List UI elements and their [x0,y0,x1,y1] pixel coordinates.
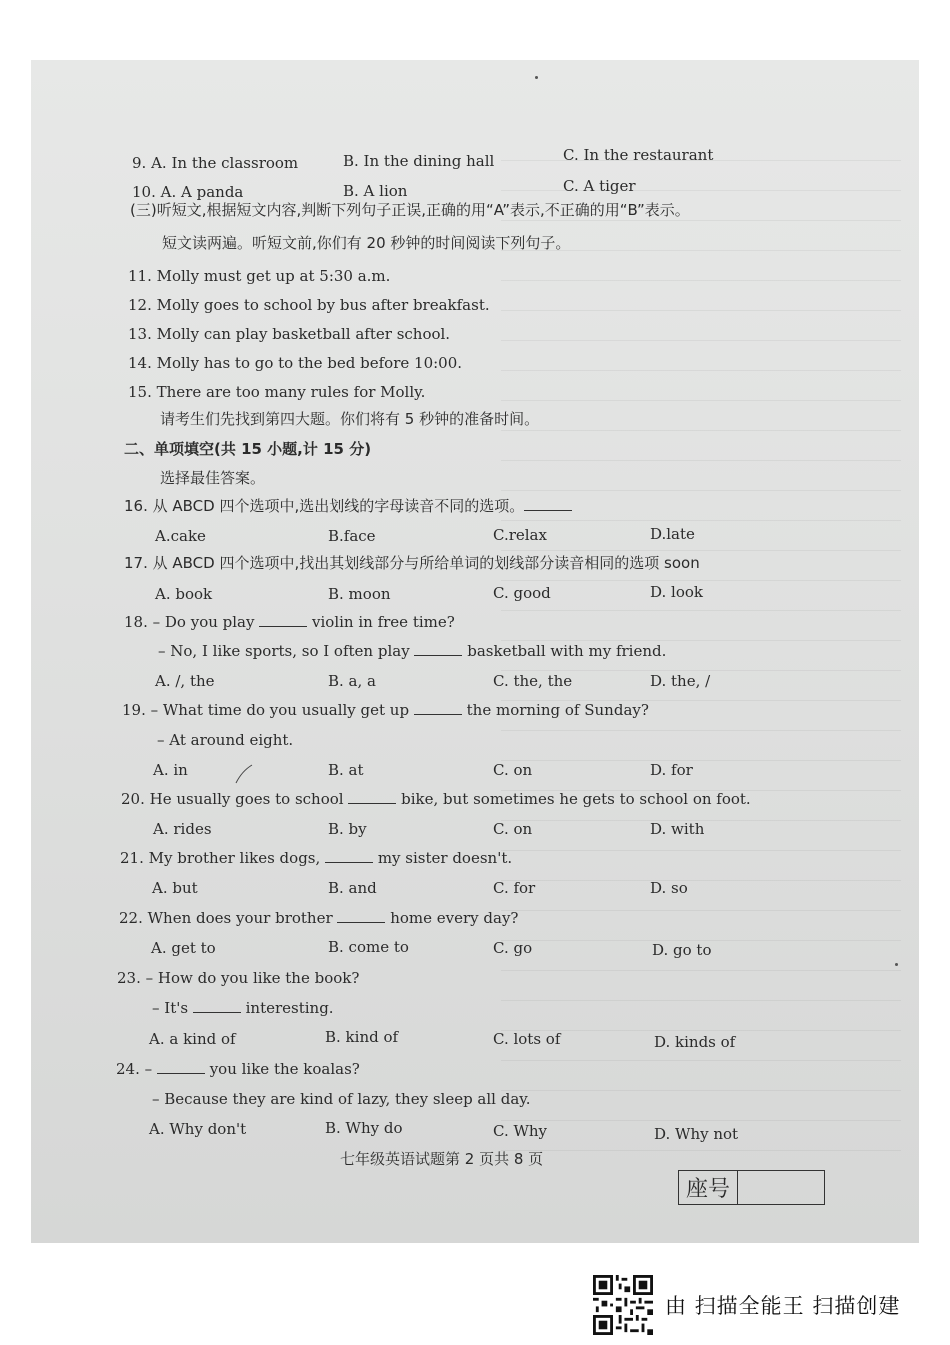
pencil-stroke [234,763,254,785]
q20-option-d: D. with [650,820,705,838]
q22-option-d: D. go to [652,941,712,959]
answer-blank [337,908,385,923]
answer-blank [414,700,462,715]
scanner-watermark [593,1275,900,1335]
question-24-reply: – Because they are kind of lazy, they sleep all day. [152,1090,531,1108]
question-21: 21. My brother likes dogs, my sister doesn't. [120,849,513,867]
q20-option-a: A. rides [153,820,212,838]
q21-option-d: D. so [650,879,688,897]
q16-option-b: B.face [328,527,376,545]
question-16: 16. 从 ABCD 四个选项中,选出划线的字母读音不同的选项。 [124,496,572,516]
question-17: 17. 从 ABCD 四个选项中,找出其划线部分与所给单词的划线部分读音相同的选项 soon [124,554,700,572]
answer-blank [524,496,572,511]
question-20: 20. He usually goes to school bike, but sometimes he gets to school on foot. [121,790,751,808]
question-19: 19. – What time do you usually get up the morning of Sunday? [122,701,649,719]
q24-option-a: A. Why don't [149,1120,247,1138]
statement-15: 15. There are too many rules for Molly. [128,383,426,401]
part3-instruction: (三)听短文,根据短文内容,判断下列句子正误,正确的用“A”表示,不正确的用“B”表示。 [130,201,690,219]
page-footer: 七年级英语试题第 2 页共 8 页 [340,1150,544,1168]
q20-option-c: C. on [493,820,533,838]
q24-option-b: B. Why do [325,1119,403,1137]
statement-12: 12. Molly goes to school by bus after breakfast. [128,296,490,314]
answer-blank [157,1059,205,1074]
statement-11: 11. Molly must get up at 5:30 a.m. [128,267,391,285]
question-23-reply: – It's interesting. [152,999,334,1017]
q22-option-b: B. come to [328,938,409,956]
q16-option-a: A.cake [155,527,206,545]
question-22: 22. When does your brother home every day? [119,909,519,927]
q19-option-d: D. for [650,761,693,779]
section-2-title: 二、单项填空(共 15 小题,计 15 分) [124,440,372,458]
q18-option-a: A. /, the [155,672,215,690]
answer-blank [325,848,373,863]
q17-option-c: C. good [493,584,551,602]
statement-14: 14. Molly has to go to the bed before 10:00. [128,354,463,372]
seat-label: 座号 [679,1171,738,1204]
q17-option-a: A. book [155,585,213,603]
q20-option-b: B. by [328,820,367,838]
part3-instruction-2: 短文读两遍。听短文前,你们有 20 秒钟的时间阅读下列句子。 [162,234,571,252]
q24-option-d: D. Why not [654,1125,739,1143]
q19-option-a: A. in [153,761,188,779]
q9-option-b: B. In the dining hall [343,152,495,170]
answer-blank [348,789,396,804]
question-23: 23. – How do you like the book? [117,969,360,987]
q17-option-d: D. look [650,583,703,601]
question-19-reply: – At around eight. [157,731,294,749]
q19-option-b: B. at [328,761,364,779]
q23-option-d: D. kinds of [654,1033,736,1051]
q19-option-c: C. on [493,761,533,779]
q17-option-b: B. moon [328,585,391,603]
q10-option-b: B. A lion [343,182,408,200]
answer-blank [414,641,462,656]
q18-option-d: D. the, / [650,672,711,690]
question-10: 10. A. A panda [132,183,244,201]
qr-code-icon [593,1275,653,1335]
question-9: 9. A. In the classroom [132,154,299,172]
question-18: 18. – Do you play violin in free time? [124,613,455,631]
q23-option-c: C. lots of [493,1030,561,1048]
scan-mark [535,76,538,79]
q21-option-b: B. and [328,879,377,897]
q22-option-c: C. go [493,939,533,957]
scan-mark [895,963,898,966]
question-24: 24. – you like the koalas? [116,1060,360,1078]
q18-option-c: C. the, the [493,672,573,690]
q21-option-a: A. but [152,879,198,897]
q16-option-d: D.late [650,525,695,543]
seat-number-box [678,1170,825,1205]
prep-instruction: 请考生们先找到第四大题。你们将有 5 秒钟的准备时间。 [160,410,540,428]
scanner-caption: 由 扫描全能王 扫描创建 [665,1294,901,1318]
q18-option-b: B. a, a [328,672,376,690]
q24-option-c: C. Why [493,1122,548,1140]
answer-blank [259,612,307,627]
answer-blank [193,998,241,1013]
section-2-instruction: 选择最佳答案。 [160,469,266,487]
q10-option-c: C. A tiger [563,177,636,195]
q9-option-c: C. In the restaurant [563,146,714,164]
q23-option-b: B. kind of [325,1028,399,1046]
q22-option-a: A. get to [151,939,216,957]
question-18-reply: – No, I like sports, so I often play basketball with my friend. [158,642,667,660]
statement-13: 13. Molly can play basketball after school. [128,325,451,343]
q21-option-c: C. for [493,879,536,897]
q23-option-a: A. a kind of [149,1030,236,1048]
q16-option-c: C.relax [493,526,547,544]
